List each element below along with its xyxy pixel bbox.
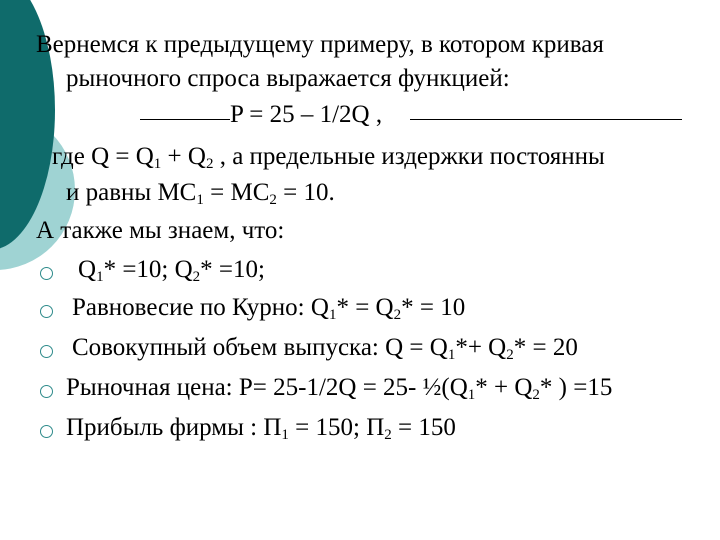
list-item: Рыночная цена: P= 25-1/2Q = 25- $\frac{1}{2}(Q_1* + Q_2*$ ) =15: [66, 374, 613, 403]
intro-line-1: Вернемся к предыдущему примеру, в котором кривая: [36, 31, 604, 58]
bullet-circle-icon: [40, 425, 53, 438]
list-item: $Q_1* =10$; $Q_2* =10$;: [78, 256, 265, 285]
marginal-cost-line: и равны $MC_1 = MC_2 = 10$.: [66, 179, 335, 208]
bullet-circle-icon: [40, 385, 53, 398]
list-item: Прибыль фирмы : $П_1 = 150$; $П_2 = 150$: [66, 414, 456, 443]
intro-line-2: рыночного спроса выражается функцией:: [66, 65, 510, 92]
list-item: Равновесие по Курно: $Q_1* = Q_2* = 10$: [72, 294, 466, 323]
list-item: Совокупный объем выпуска: $Q = Q_1*+ Q_2* = 20$: [72, 334, 578, 363]
bullet-circle-icon: [40, 305, 53, 318]
formula-rule-left: [140, 119, 230, 120]
also-line: А также мы знаем, что:: [36, 217, 285, 244]
formula-rule-right: [410, 119, 682, 120]
bullet-circle-icon: [40, 345, 53, 358]
where-line: где $Q = Q_1 + Q_2$ , а предельные издержки постоянны: [52, 143, 605, 172]
demand-formula: P = 25 – 1/2Q ,: [230, 101, 383, 128]
bullet-circle-icon: [40, 267, 53, 280]
